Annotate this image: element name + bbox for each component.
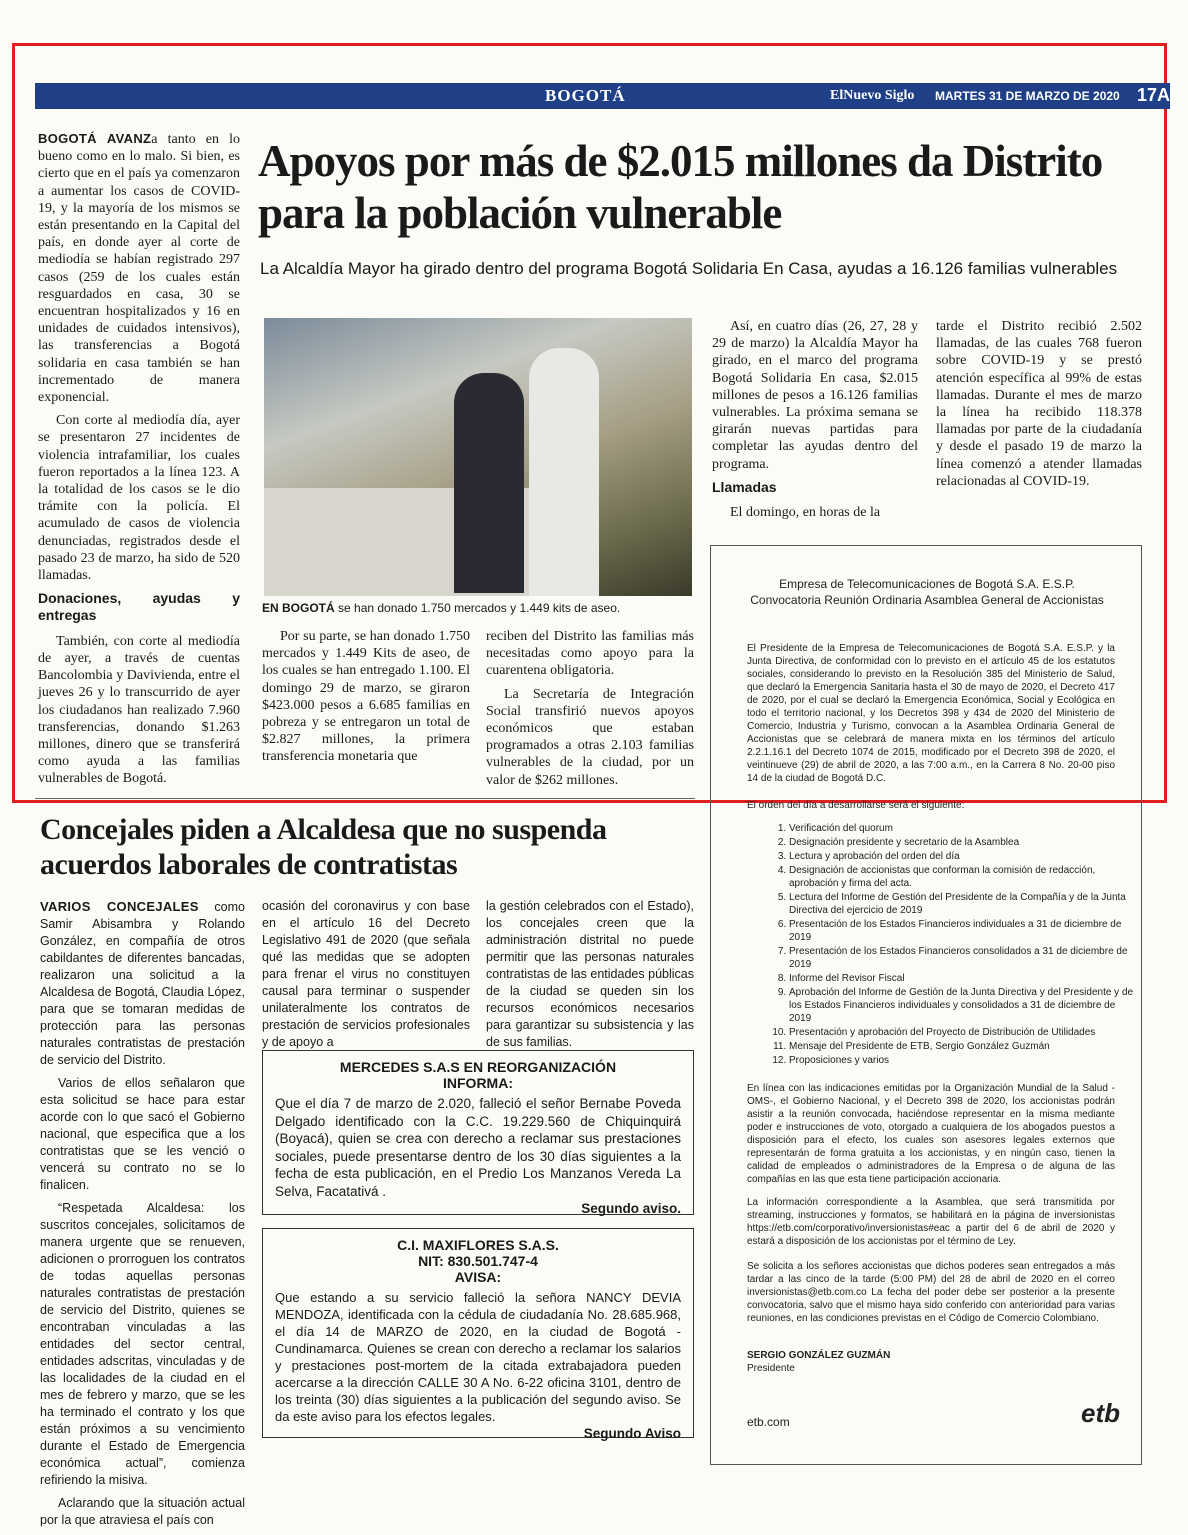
second-paragraph-2: Varios de ellos señalaron que esta solicitud se hace para estar acorde con lo que sacó el Gobierno nacional, que especifica que a los contratistas que se les venció o vencerá su contrato no se lo finalicen. [40,1076,245,1192]
etb-logo: etb [1081,1398,1120,1428]
left-paragraph-1: BOGOTÁ AVANZa tanto en lo bueno como en lo malo. Si bien, es cierto que en el país ya comenzaron a aumentar los casos de COVID-19, y la mayoría de los mismos se están presentando en la Capital del país, en donde ayer al corte de mediodía se habían registrado 297 casos (259 de los cuales están resguardados en casa, 30 se encuentran hospitalizados y 16 en unidades de cuidados intensivos), las transferencias a Bogotá solidaria en casa también se han incrementado de manera exponencial. [38,131,240,406]
section-name: BOGOTÁ [545,86,626,105]
agenda-item: 6. Presentación de los Estados Financieros individuales a 31 de diciembre de 2019 [789,918,1139,944]
agenda-item: 8. Informe del Revisor Fiscal [789,972,1139,985]
agenda-item: 11. Mensaje del Presidente de ETB, Sergio González Guzmán [789,1040,1139,1053]
left-column [38,130,240,794]
etb-signer: SERGIO GONZÁLEZ GUZMÁN [747,1350,891,1361]
agenda-item: 4. Designación de accionistas que conforman la comisión de redacción, aprobación y firma del acta. [789,864,1139,890]
etb-paragraph-5: Se solicita a los señores accionistas que dichos poderes sean entregados a más tardar a las cinco de la tarde (5:00 PM) del 28 de abril de 2020 en el correo inversionistas@etb.com.co La fecha del poder debe ser posterior a la presente convocatoria, salvo que el mismo haya sido conferido con anterioridad para varias reuniones, en las condiciones previstas en el Código de Comercio Colombiano. [747,1261,1115,1324]
notice-body: Que el día 7 de marzo de 2.020, falleció el señor Bernabe Poveda Delgado identificado con la C.C. 19.229.560 de Chiquinquirá (Boyacá), quien se crea con derecho a reclamar sus prestaciones sociales, puede presentarse dentro de los 30 días siguientes a la fecha de esta publicación, en el Predio Los Manzanos Vereda La Selva, Facatativá . [275,1096,681,1199]
right-column-1 [712,318,918,527]
photo-person-white [529,348,599,596]
second-column-2 [262,898,470,1057]
agenda-item: 9. Aprobación del Informe de Gestión de la Junta Directiva y del Presidente y de los Estados Financieros individuales y consolidados a 31 de diciembre de 2019 [789,986,1139,1025]
etb-website: etb.com [747,1415,790,1429]
agenda-item: 1. Verificación del quorum [789,822,1139,835]
photo-caption: EN BOGOTÁ se han donado 1.750 mercados y 1.449 kits de aseo. [262,601,621,615]
second-column-1 [40,898,245,1535]
right-paragraph-1: Así, en cuatro días (26, 27, 28 y 29 de marzo) la Alcaldía Mayor ha girado, en el marco del programa Bogotá Solidaria En casa, $2.015 millones de pesos a 16.126 familias vulnerables. La próxima semana se girarán nuevas partidas para completar las ayudas dentro del programa. [712,319,918,472]
notice-maxiflores [262,1228,694,1441]
notice-title: MERCEDES S.A.S EN REORGANIZACIÓN [339,1059,617,1075]
main-headline: Apoyos por más de $2.015 millones da Distrito para la población vulnerable [258,136,1103,238]
lead-in: BOGOTÁ AVANZ [38,131,152,146]
etb-paragraph-2: El orden del día a desarrollarse será el siguiente: [747,800,965,811]
section-header-bar [35,83,1170,109]
notice-footer: Segundo aviso. [581,1201,681,1216]
notice-title: C.I. MAXIFLORES S.A.S. [397,1237,559,1253]
left-subhead: Donaciones, ayudas y entregas [38,590,240,624]
second-paragraph-1: VARIOS CONCEJALES como Samir Abisambra y Rolando González, en compañía de otros cabildantes de diferentes bancadas, realizaron una solicitud a la Alcaldesa de Bogotá, Claudia López, para que se tomaran medidas de protección para las personas naturales contratistas de prestación de servicio del Distrito. [40,899,246,1067]
etb-paragraph-3: En línea con las indicaciones emitidas por la Organización Mundial de la Salud -OMS-, el Gobierno Nacional, y el Decreto 398 de 2020, los accionistas podrán asistir a la reunión convocada, haciéndose representar en la misma mediante poder e instrucciones de voto, otorgado a cualquiera de los abogados puestos a disposición para el efecto, los cuales son asesores legales externos que representarán de forma gratuita a los accionistas, y en ningún caso, tienen la calidad de empleados o administradores de la Empresa o de alguna de las compañías en las que esta tiene participación accionaria. [747,1083,1115,1185]
notice-subtitle: AVISA: [454,1269,502,1285]
second-paragraph-5: ocasión del coronavirus y con base en el artículo 16 del Decreto Legislativo 491 de 2020 (que señala qué las medidas que se adopten para frenar el virus no constituyen causal para terminar o suspender unilateralmente los contratos de prestación de servicios profesionales y de apoyo a [262,899,470,1049]
agenda-item: 7. Presentación de los Estados Financieros consolidados a 31 de diciembre de 2019 [789,945,1139,971]
middle-paragraph: Por su parte, se han donado 1.750 mercados y 1.449 Kits de aseo, de los cuales se han entregado 1.100. El domingo 29 de marzo, se giraron $423.000 pesos a 6.685 familias en pobreza y se entregaron un total de $2.827 millones, la primera transferencia monetaria que [262,629,470,765]
second-paragraph-4: Aclarando que la situación actual por la que atraviesa el país con [40,1496,245,1527]
etb-agenda-list [773,822,1139,1068]
agenda-item: 10. Presentación y aprobación del Proyecto de Distribución de Utilidades [789,1026,1139,1039]
right-paragraph-3: tarde el Distrito recibió 2.502 llamadas, de las cuales 768 fueron sobre COVID-19 y se prestó atención específica al 99% de estas llamadas. Durante el mes de marzo la línea ha recibido 118.378 llamadas por parte de la ciudadanía y desde el pasado 19 de marzo la línea comenzó a atender llamadas relacionadas al COVID-19. [936,319,1142,489]
second-paragraph-3: “Respetada Alcaldesa: los suscritos concejales, solicitamos de manera urgente que se renueven, adicionen o prorroguen los contratos de todas aquellas personas naturales contratistas de prestación de servicio del Distrito, quienes se encontraban vinculadas a las entidades del sector central, entidades adscritas, vinculadas y de las localidades de la ciudad en el mes de febrero y marzo, que se les ha terminado el contrato y los que están próximos a su vencimiento durante el Estado de Emergencia económica actual”, comienza refiriendo la misiva. [40,1201,245,1487]
left-paragraph-3: También, con corte al mediodía de ayer, a través de cuentas Bancolombia y Davivienda, entre el jueves 26 y lo transcurrido de ayer los ciudadanos han realizado 7.960 transferencias, donando $1.263 millones, dinero que se transferirá como ayuda a las familias vulnerables de Bogotá. [38,633,240,787]
agenda-item: 5. Lectura del Informe de Gestión del Presidente de la Compañía y de la Junta Directiva del ejercicio de 2019 [789,891,1139,917]
etb-signer-role: Presidente [747,1363,795,1374]
notice-body: Que estando a su servicio falleció la señora NANCY DEVIA MENDOZA, identificada con la cédula de ciudadanía No. 28.685.968, el día 14 de MARZO de 2020, en la ciudad de Bogotá - Cundinamarca. Quienes se crean con derecho a reclamar los salarios y prestaciones post-mortem de la citada extrabajadora pueden acercarse a la dirección CALLE 30 A No. 6-22 oficina 3101, dentro de los treinta (30) días siguientes a la publicación del segundo aviso. Se da este aviso para los efectos legales. [275,1290,681,1424]
second-headline: Concejales piden a Alcaldesa que no suspenda acuerdos laborales de contratistas [40,813,607,881]
middle-column-1 [262,628,470,772]
etb-paragraph-4: La información correspondiente a la Asamblea, que será transmitida por streaming, instrucciones y formatos, se habilitará en la página de inversionistas https://etb.com/corporativo/inversionistas#eac a partir del 6 de abril de 2020 y estará a disposición de los accionistas por el término de Ley. [747,1197,1115,1247]
notice-nit: NIT: 830.501.747-4 [418,1253,538,1269]
middle-paragraph-2b: La Secretaría de Integración Social transfirió nuevos apoyos económicos que estaban programados a otras 2.103 familias vulnerables de la ciudad, por un valor de $262 millones. [486,686,694,788]
notice-mercedes [262,1050,694,1215]
photo-person-suit [454,373,524,593]
agenda-item: 2. Designación presidente y secretario de la Asamblea [789,836,1139,849]
agenda-item: 3. Lectura y aprobación del orden del día [789,850,1139,863]
notice-footer: Segundo Aviso [583,1426,681,1441]
right-column-2 [936,318,1142,496]
middle-paragraph-2a: reciben del Distrito las familias más necesitadas como apoyo para la cuarentena obligatoria. [486,629,694,679]
right-subhead: Llamadas [712,478,777,495]
etb-announcement [710,545,1142,1465]
notice-subtitle: INFORMA: [443,1075,513,1091]
etb-paragraph-1: El Presidente de la Empresa de Telecomunicaciones de Bogotá S.A. E.S.P. y la Junta Directiva, de conformidad con lo previsto en el artículo 45 de los estatutos sociales, considerando lo previsto en la Resolución 385 del Ministerio de Salud, que declaró la Emergencia Sanitaria hasta el 30 de mayo de 2020, el Decreto 417 de 2020, por el cual se declaró la Emergencia Económica, Social y Ecológica en todo el territorio nacional, y los Decretos 398 y 434 de 2020 del Ministerio de Comercio, Industria y Turismo, convocan a la Asamblea Ordinaria General de Accionistas que se celebrará de manera mixta en los términos del artículo 2.2.1.16.1 del Decreto 1074 de 2015, modificado por el Decreto 398 de 2020, el veintinueve (29) de abril de 2020, a las 7:00 a.m., en la Carrera 8 No. 20-00 piso 14 de la ciudad de Bogotá D.C. [747,643,1115,784]
right-paragraph-2: El domingo, en horas de la [730,505,881,521]
left-paragraph-2: Con corte al mediodía día, ayer se presentaron 27 incidentes de violencia intrafamiliar, los cuales fueron reportados a la línea 123. A la totalidad de los casos se le dio trámite con la policía. El acumulado de casos de violencia denunciadas, registrados desde el pasado 23 de marzo, ha sido de 520 llamadas. [38,413,240,584]
news-photo [264,318,692,596]
main-deck: La Alcaldía Mayor ha girado dentro del programa Bogotá Solidaria En Casa, ayudas a 16.126 familias vulnerables [260,259,1118,278]
divider [35,798,695,799]
issue-date: MARTES 31 DE MARZO DE 2020 [935,89,1120,103]
second-column-3 [486,898,694,1057]
page-number: 17A [1137,85,1171,105]
newspaper-name: ElNuevo Siglo [830,88,915,103]
second-paragraph-6: la gestión celebrados con el Estado), los concejales creen que la administración distrital no puede permitir que las personas naturales contratistas de las entidades públicas de la ciudad se queden sin los recursos económicos necesarios para garantizar su subsistencia y las de sus familias. [486,899,694,1049]
agenda-item: 12. Proposiciones y varios [789,1054,1139,1067]
middle-column-2 [486,628,694,795]
etb-title: Empresa de Telecomunicaciones de Bogotá S.A. E.S.P. Convocatoria Reunión Ordinaria Asamblea General de Accionistas [750,577,1104,607]
